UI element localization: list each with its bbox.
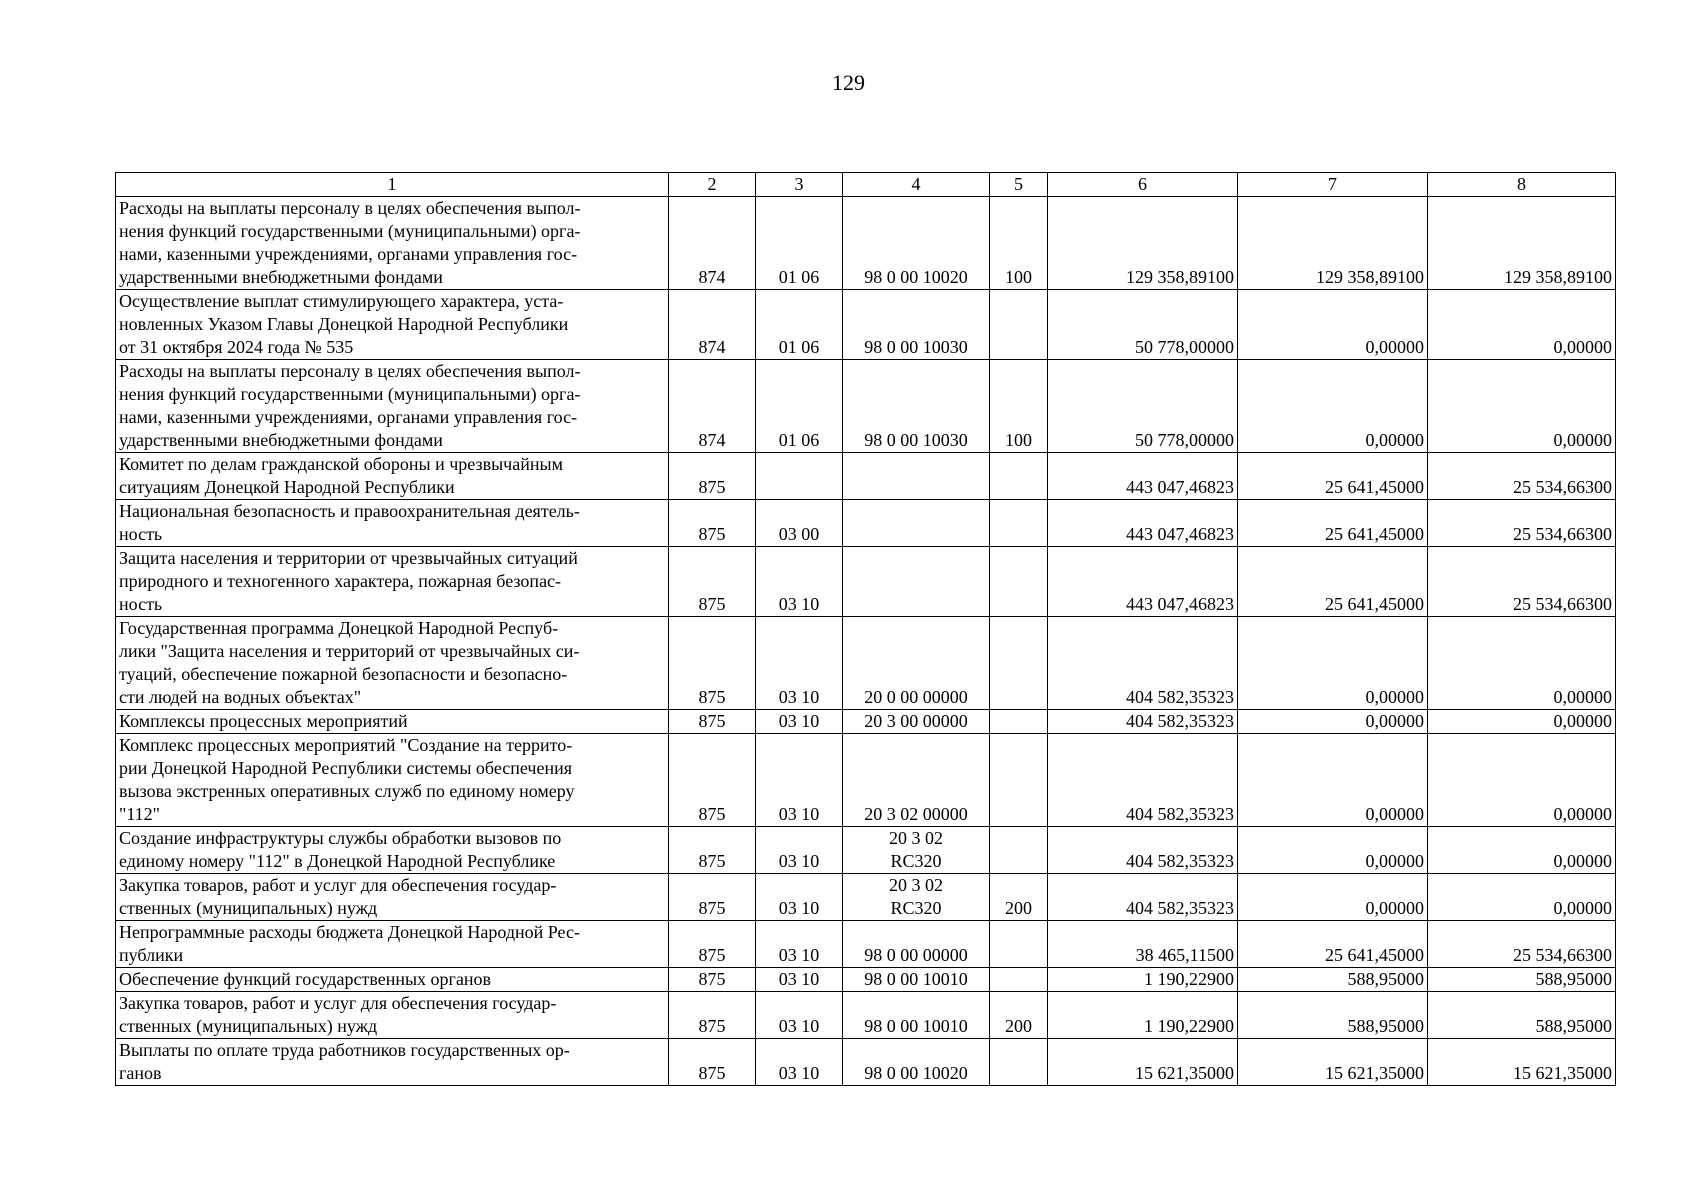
table-row bbox=[116, 360, 1616, 453]
amount-col6-cell: 404 582,35323 bbox=[1048, 827, 1238, 874]
description-line: Защита населения и территории от чрезвычайных ситуаций bbox=[119, 548, 578, 568]
target-code-line: 98 0 00 10020 bbox=[864, 267, 968, 287]
amount-col6-cell: 443 047,46823 bbox=[1048, 547, 1238, 617]
table-row bbox=[116, 968, 1616, 992]
amount-col7-cell: 25 641,45000 bbox=[1238, 500, 1428, 547]
expense-type-cell bbox=[990, 827, 1048, 874]
description-line: Комплексы процессных мероприятий bbox=[119, 711, 408, 731]
target-code-cell bbox=[843, 360, 990, 453]
section-code-cell: 03 10 bbox=[756, 734, 843, 827]
description-line: Государственная программа Донецкой Народной Респуб- bbox=[119, 618, 559, 638]
amount-col6-cell: 50 778,00000 bbox=[1048, 360, 1238, 453]
expense-type-cell bbox=[990, 500, 1048, 547]
admin-code-cell: 875 bbox=[669, 1039, 756, 1086]
description-line: туаций, обеспечение пожарной безопасности и безопасно- bbox=[119, 664, 568, 684]
amount-col8-cell: 0,00000 bbox=[1428, 710, 1616, 734]
page-number: 129 bbox=[832, 70, 865, 95]
section-code-cell: 03 10 bbox=[756, 710, 843, 734]
amount-col7-cell: 0,00000 bbox=[1238, 290, 1428, 360]
header-row bbox=[116, 173, 1616, 197]
amount-col6-cell: 404 582,35323 bbox=[1048, 874, 1238, 921]
row-description bbox=[116, 968, 669, 992]
target-code-line: 20 3 02 00000 bbox=[864, 804, 968, 824]
description-line: ударственными внебюджетными фондами bbox=[119, 430, 443, 450]
expense-type-cell bbox=[990, 734, 1048, 827]
amount-col7-cell: 588,95000 bbox=[1238, 992, 1428, 1039]
target-code-cell bbox=[843, 1039, 990, 1086]
description-line: нами, казенными учреждениями, органами управления гос- bbox=[119, 407, 578, 427]
target-code-line: 98 0 00 10030 bbox=[864, 337, 968, 357]
target-code-line: RC320 bbox=[890, 851, 942, 871]
budget-table bbox=[115, 172, 1616, 1086]
target-code-line: 98 0 00 10010 bbox=[864, 1016, 968, 1036]
row-description bbox=[116, 992, 669, 1039]
table-row bbox=[116, 197, 1616, 290]
description-line: публики bbox=[119, 945, 184, 965]
target-code-cell bbox=[843, 710, 990, 734]
table-row bbox=[116, 500, 1616, 547]
expense-type-cell bbox=[990, 921, 1048, 968]
section-code-cell: 03 10 bbox=[756, 874, 843, 921]
admin-code-cell: 875 bbox=[669, 874, 756, 921]
section-code-cell: 03 10 bbox=[756, 827, 843, 874]
target-code-line: 20 3 00 00000 bbox=[864, 711, 968, 731]
row-description bbox=[116, 874, 669, 921]
target-code-line: 20 3 02 bbox=[889, 828, 943, 848]
row-description bbox=[116, 710, 669, 734]
header-cell: 4 bbox=[843, 173, 990, 197]
section-code-cell: 03 10 bbox=[756, 1039, 843, 1086]
section-code-cell: 03 00 bbox=[756, 500, 843, 547]
target-code-line: 98 0 00 10020 bbox=[864, 1063, 968, 1083]
admin-code-cell: 875 bbox=[669, 734, 756, 827]
amount-col8-cell: 0,00000 bbox=[1428, 734, 1616, 827]
target-code-line: 98 0 00 00000 bbox=[864, 945, 968, 965]
admin-code-cell: 875 bbox=[669, 827, 756, 874]
header-cell: 6 bbox=[1048, 173, 1238, 197]
amount-col6-cell: 1 190,22900 bbox=[1048, 992, 1238, 1039]
target-code-line: 20 0 00 00000 bbox=[864, 687, 968, 707]
amount-col6-cell: 404 582,35323 bbox=[1048, 710, 1238, 734]
expense-type-cell bbox=[990, 453, 1048, 500]
target-code-line: RC320 bbox=[890, 898, 942, 918]
description-line: ность bbox=[119, 524, 163, 544]
expense-type-cell: 200 bbox=[990, 874, 1048, 921]
description-line: Обеспечение функций государственных органов bbox=[119, 969, 492, 989]
section-code-cell bbox=[756, 453, 843, 500]
table-row bbox=[116, 874, 1616, 921]
admin-code-cell: 875 bbox=[669, 453, 756, 500]
description-line: сти людей на водных объектах" bbox=[119, 687, 362, 707]
amount-col7-cell: 25 641,45000 bbox=[1238, 921, 1428, 968]
table-row bbox=[116, 992, 1616, 1039]
description-line: Закупка товаров, работ и услуг для обеспечения государ- bbox=[119, 993, 557, 1013]
description-line: Закупка товаров, работ и услуг для обеспечения государ- bbox=[119, 875, 557, 895]
amount-col7-cell: 15 621,35000 bbox=[1238, 1039, 1428, 1086]
description-line: ность bbox=[119, 594, 163, 614]
target-code-cell bbox=[843, 992, 990, 1039]
section-code-cell: 01 06 bbox=[756, 290, 843, 360]
amount-col7-cell: 0,00000 bbox=[1238, 734, 1428, 827]
target-code-line: 20 3 02 bbox=[889, 875, 943, 895]
expense-type-cell bbox=[990, 1039, 1048, 1086]
row-description bbox=[116, 921, 669, 968]
description-line: Национальная безопасность и правоохранительная деятель- bbox=[119, 501, 580, 521]
description-line: ударственными внебюджетными фондами bbox=[119, 267, 443, 287]
amount-col8-cell: 0,00000 bbox=[1428, 360, 1616, 453]
description-line: Выплаты по оплате труда работников государственных ор- bbox=[119, 1040, 570, 1060]
section-code-cell: 01 06 bbox=[756, 197, 843, 290]
header-cell: 5 bbox=[990, 173, 1048, 197]
description-line: Комплекс процессных мероприятий "Создание на террито- bbox=[119, 735, 573, 755]
amount-col6-cell: 50 778,00000 bbox=[1048, 290, 1238, 360]
target-code-cell bbox=[843, 547, 990, 617]
row-description bbox=[116, 547, 669, 617]
section-code-cell: 03 10 bbox=[756, 992, 843, 1039]
admin-code-cell: 875 bbox=[669, 617, 756, 710]
section-code-cell: 03 10 bbox=[756, 547, 843, 617]
expense-type-cell: 100 bbox=[990, 360, 1048, 453]
target-code-cell bbox=[843, 827, 990, 874]
header-cell: 2 bbox=[669, 173, 756, 197]
table-row bbox=[116, 617, 1616, 710]
description-line: нами, казенными учреждениями, органами управления гос- bbox=[119, 244, 578, 264]
description-line: лики "Защита населения и территорий от чрезвычайных си- bbox=[119, 641, 580, 661]
description-line: вызова экстренных оперативных служб по единому номеру bbox=[119, 781, 575, 801]
row-description bbox=[116, 360, 669, 453]
amount-col8-cell: 129 358,89100 bbox=[1428, 197, 1616, 290]
description-line: природного и техногенного характера, пожарная безопас- bbox=[119, 571, 562, 591]
amount-col7-cell: 0,00000 bbox=[1238, 827, 1428, 874]
amount-col8-cell: 588,95000 bbox=[1428, 968, 1616, 992]
target-code-cell bbox=[843, 921, 990, 968]
amount-col7-cell: 588,95000 bbox=[1238, 968, 1428, 992]
target-code-cell bbox=[843, 874, 990, 921]
description-line: ственных (муниципальных) нужд bbox=[119, 1016, 378, 1036]
header-cell: 3 bbox=[756, 173, 843, 197]
table-row bbox=[116, 734, 1616, 827]
description-line: новленных Указом Главы Донецкой Народной Республики bbox=[119, 314, 569, 334]
description-line: "112" bbox=[119, 804, 161, 824]
table-row bbox=[116, 827, 1616, 874]
table-row bbox=[116, 290, 1616, 360]
amount-col8-cell: 15 621,35000 bbox=[1428, 1039, 1616, 1086]
description-line: ганов bbox=[119, 1063, 162, 1083]
expense-type-cell bbox=[990, 290, 1048, 360]
amount-col7-cell: 25 641,45000 bbox=[1238, 453, 1428, 500]
admin-code-cell: 875 bbox=[669, 921, 756, 968]
description-line: от 31 октября 2024 года № 535 bbox=[119, 337, 354, 357]
section-code-cell: 03 10 bbox=[756, 921, 843, 968]
row-description bbox=[116, 734, 669, 827]
table-body bbox=[116, 197, 1616, 1086]
admin-code-cell: 874 bbox=[669, 197, 756, 290]
amount-col6-cell: 404 582,35323 bbox=[1048, 734, 1238, 827]
description-line: Непрограммные расходы бюджета Донецкой Народной Рес- bbox=[119, 922, 580, 942]
admin-code-cell: 875 bbox=[669, 547, 756, 617]
row-description bbox=[116, 453, 669, 500]
row-description bbox=[116, 290, 669, 360]
description-line: Комитет по делам гражданской обороны и чрезвычайным bbox=[119, 454, 563, 474]
amount-col6-cell: 443 047,46823 bbox=[1048, 453, 1238, 500]
target-code-cell bbox=[843, 968, 990, 992]
amount-col8-cell: 25 534,66300 bbox=[1428, 921, 1616, 968]
section-code-cell: 03 10 bbox=[756, 968, 843, 992]
amount-col8-cell: 0,00000 bbox=[1428, 827, 1616, 874]
amount-col8-cell: 25 534,66300 bbox=[1428, 547, 1616, 617]
target-code-cell bbox=[843, 617, 990, 710]
amount-col7-cell: 0,00000 bbox=[1238, 874, 1428, 921]
admin-code-cell: 875 bbox=[669, 968, 756, 992]
header-cell: 1 bbox=[116, 173, 669, 197]
admin-code-cell: 875 bbox=[669, 992, 756, 1039]
amount-col8-cell: 588,95000 bbox=[1428, 992, 1616, 1039]
row-description bbox=[116, 1039, 669, 1086]
expense-type-cell: 200 bbox=[990, 992, 1048, 1039]
amount-col7-cell: 0,00000 bbox=[1238, 360, 1428, 453]
amount-col8-cell: 25 534,66300 bbox=[1428, 500, 1616, 547]
target-code-cell bbox=[843, 734, 990, 827]
amount-col6-cell: 38 465,11500 bbox=[1048, 921, 1238, 968]
row-description bbox=[116, 617, 669, 710]
table-row bbox=[116, 547, 1616, 617]
amount-col6-cell: 129 358,89100 bbox=[1048, 197, 1238, 290]
table-row bbox=[116, 1039, 1616, 1086]
amount-col7-cell: 0,00000 bbox=[1238, 617, 1428, 710]
amount-col7-cell: 25 641,45000 bbox=[1238, 547, 1428, 617]
table-row bbox=[116, 921, 1616, 968]
target-code-cell bbox=[843, 197, 990, 290]
amount-col6-cell: 1 190,22900 bbox=[1048, 968, 1238, 992]
amount-col6-cell: 404 582,35323 bbox=[1048, 617, 1238, 710]
description-line: ственных (муниципальных) нужд bbox=[119, 898, 378, 918]
expense-type-cell bbox=[990, 710, 1048, 734]
target-code-line: 98 0 00 10010 bbox=[864, 969, 968, 989]
table-row bbox=[116, 710, 1616, 734]
target-code-cell bbox=[843, 453, 990, 500]
target-code-line: 98 0 00 10030 bbox=[864, 430, 968, 450]
amount-col6-cell: 15 621,35000 bbox=[1048, 1039, 1238, 1086]
amount-col7-cell: 0,00000 bbox=[1238, 710, 1428, 734]
amount-col8-cell: 25 534,66300 bbox=[1428, 453, 1616, 500]
expense-type-cell bbox=[990, 547, 1048, 617]
description-line: нения функций государственными (муниципальными) орга- bbox=[119, 221, 581, 241]
section-code-cell: 03 10 bbox=[756, 617, 843, 710]
header-cell: 7 bbox=[1238, 173, 1428, 197]
amount-col6-cell: 443 047,46823 bbox=[1048, 500, 1238, 547]
description-line: Расходы на выплаты персоналу в целях обеспечения выпол- bbox=[119, 198, 581, 218]
description-line: рии Донецкой Народной Республики системы обеспечения bbox=[119, 758, 573, 778]
admin-code-cell: 874 bbox=[669, 290, 756, 360]
target-code-cell bbox=[843, 290, 990, 360]
target-code-cell bbox=[843, 500, 990, 547]
row-description bbox=[116, 500, 669, 547]
row-description bbox=[116, 827, 669, 874]
amount-col7-cell: 129 358,89100 bbox=[1238, 197, 1428, 290]
amount-col8-cell: 0,00000 bbox=[1428, 874, 1616, 921]
description-line: единому номеру "112" в Донецкой Народной Республике bbox=[119, 851, 556, 871]
section-code-cell: 01 06 bbox=[756, 360, 843, 453]
amount-col8-cell: 0,00000 bbox=[1428, 290, 1616, 360]
admin-code-cell: 874 bbox=[669, 360, 756, 453]
description-line: нения функций государственными (муниципальными) орга- bbox=[119, 384, 581, 404]
expense-type-cell: 100 bbox=[990, 197, 1048, 290]
expense-type-cell bbox=[990, 968, 1048, 992]
description-line: Создание инфраструктуры службы обработки вызовов по bbox=[119, 828, 562, 848]
description-line: Расходы на выплаты персоналу в целях обеспечения выпол- bbox=[119, 361, 581, 381]
amount-col8-cell: 0,00000 bbox=[1428, 617, 1616, 710]
table-row bbox=[116, 453, 1616, 500]
header-cell: 8 bbox=[1428, 173, 1616, 197]
description-line: ситуациям Донецкой Народной Республики bbox=[119, 477, 455, 497]
expense-type-cell bbox=[990, 617, 1048, 710]
row-description bbox=[116, 197, 669, 290]
admin-code-cell: 875 bbox=[669, 500, 756, 547]
admin-code-cell: 875 bbox=[669, 710, 756, 734]
description-line: Осуществление выплат стимулирующего характера, уста- bbox=[119, 291, 564, 311]
